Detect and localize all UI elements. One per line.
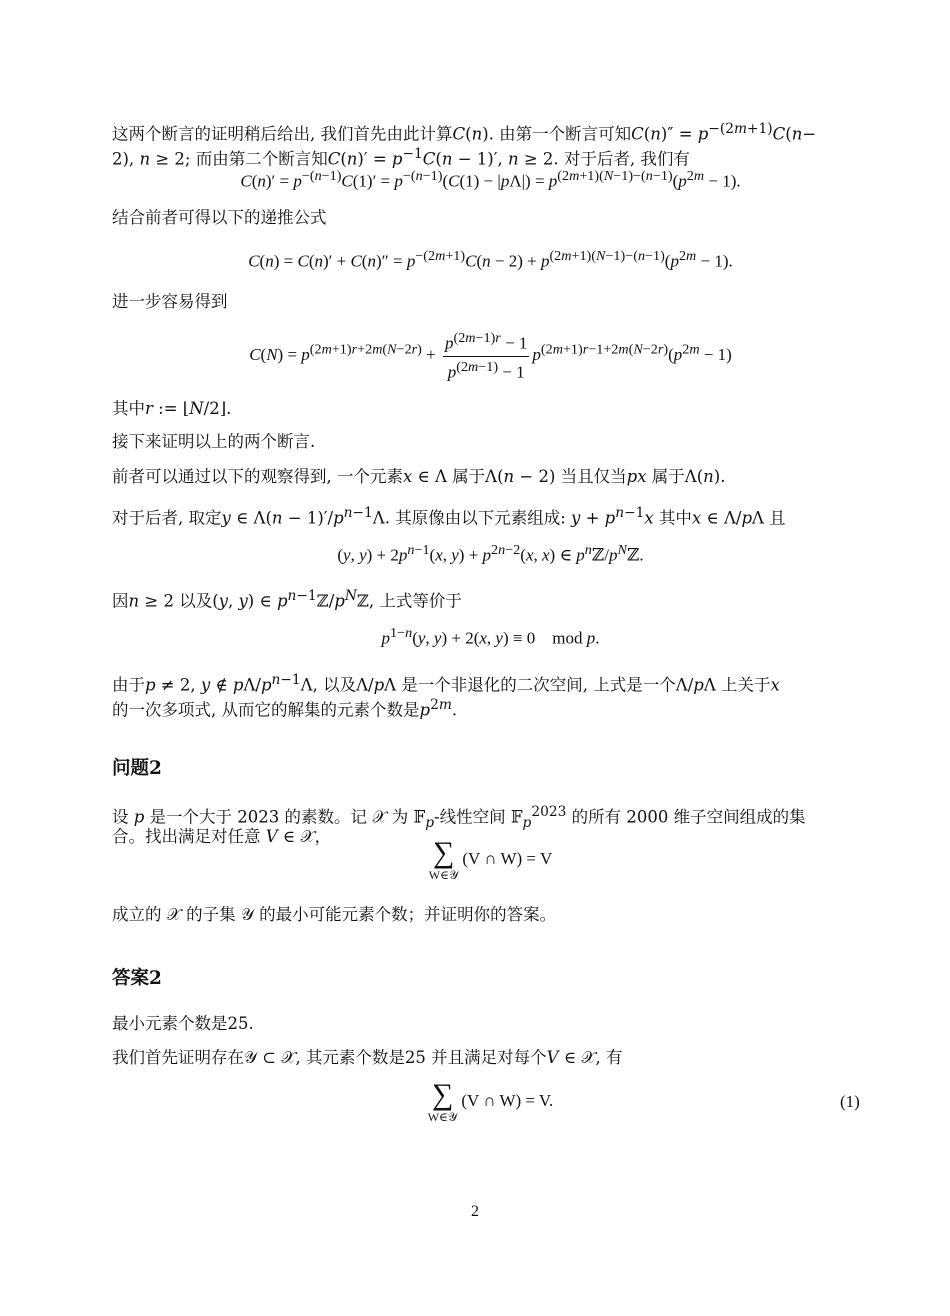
- equation-number: (1): [840, 1092, 860, 1111]
- problem-2-heading: 问题2: [112, 758, 162, 779]
- page-number: 2: [471, 1203, 479, 1220]
- paragraph-line: 这两个断言的证明稍后给出, 我们首先由此计算C(n). 由第一个断言可知$C(n)'' = p^{-(2m+1)}C(n-$: [112, 121, 817, 144]
- sum-symbol: ∑ W∈𝒴: [427, 1078, 458, 1124]
- problem-2-sum-equation: ∑ W∈𝒴 (V ∩ W) = V: [428, 836, 553, 882]
- equation-4: (y, $y) + 2p^{n-1}(x$, $y) + p^{2n-2}(x$, x) ∈ $p^nℤ/p^Nℤ$.: [337, 542, 644, 565]
- problem-2-line2: 合。找出满足对任意 V ∈ 𝒳，: [112, 827, 332, 846]
- paragraph-conclusion-line2: 的一次多项式, 从而它的解集的元素个数是$p^{2m}$.: [112, 697, 458, 720]
- problem-2-line3: 成立的 𝒳 的子集 𝒴 的最小可能元素个数；并证明你的答案。: [112, 905, 557, 924]
- paragraph-further: 进一步容易得到: [112, 292, 228, 311]
- problem-2-line1: 设 p 是一个大于 2023 的素数。记 𝒳 为 𝔽$_p$-线性空间 𝔽$_p^{2023}$ 的所有 2000 维子空间组成的集: [112, 804, 806, 831]
- equation-1: $C(n)' = p^{-(n-1)}C(1)' = p^{-(n-1)}(C(1) - |p\Lambda|) = p^{(2m+1)(N-1)-(n-1)}(p^{2m} - 1)$.: [240, 168, 741, 191]
- paragraph-second-claim: 对于后者, 取定y ∈ $\Lambda(n - 1)'/p^{n-1}\Lambda$. 其原像由以下元素组成: $y + p^{n-1}x$ 其中x ∈ Λ/pΛ 且: [112, 505, 786, 528]
- answer-2-line2: 我们首先证明存在𝒴 ⊂ 𝒳, 其元素个数是25 并且满足对每个V ∈ 𝒳, 有: [112, 1048, 623, 1067]
- answer-2-sum-equation: ∑ W∈𝒴 (V ∩ W) = V.: [427, 1078, 554, 1124]
- paragraph-conclusion-line1: 由于p ≠ 2, y ∉ $p\Lambda/p^{n-1}\Lambda$, 以及Λ/pΛ 是一个非退化的二次空间, 上式是一个Λ/pΛ 上关于x: [112, 672, 780, 695]
- paragraph-first-claim: 前者可以通过以下的观察得到, 一个元素x ∈ Λ 属于Λ(n − 2) 当且仅当px 属于Λ(n).: [112, 467, 726, 486]
- paragraph-r-def: 其中r := ⌊N/2⌋.: [112, 399, 232, 418]
- equation-5: $p^{1-n}(y$, y) + 2(x, y) ≡ 0 mod p.: [381, 625, 600, 648]
- paragraph-line: 2), n ≥ 2; 而由第二个断言知$C(n)' = p^{-1}C(n - 1)'$, n ≥ 2. 对于后者, 我们有: [112, 146, 690, 169]
- equation-3: $C(N) = p^{(2m+1)r+2m(N-2r)}$ + $\frac{p^{(2m-1)r} - 1}{p^{(2m-1)} - 1}$ $p^{(2m+1)r-1+2m(N-2r)}(p^{2m} - 1)$: [249, 330, 732, 382]
- answer-2-line1: 最小元素个数是25.: [112, 1014, 254, 1033]
- answer-2-heading: 答案2: [112, 968, 162, 989]
- paragraph-recurrence-intro: 结合前者可得以下的递推公式: [112, 208, 327, 227]
- paragraph-since: 因n ≥ 2 以及(y, y) ∈ $p^{n-1}ℤ/p^Nℤ$, 上式等价于: [112, 588, 462, 611]
- sum-symbol: ∑ W∈𝒴: [428, 836, 459, 882]
- equation-3-fraction: $\frac{p^{(2m-1)r} - 1}{p^{(2m-1)} - 1}$: [444, 330, 528, 382]
- paragraph-next-proof: 接下来证明以上的两个断言.: [112, 432, 316, 451]
- equation-2: $C(n) = C(n)' + C(n)'' = p^{-(2m+1)}C(n - 2) + p^{(2m+1)(N-1)-(n-1)}(p^{2m} - 1)$.: [248, 248, 733, 271]
